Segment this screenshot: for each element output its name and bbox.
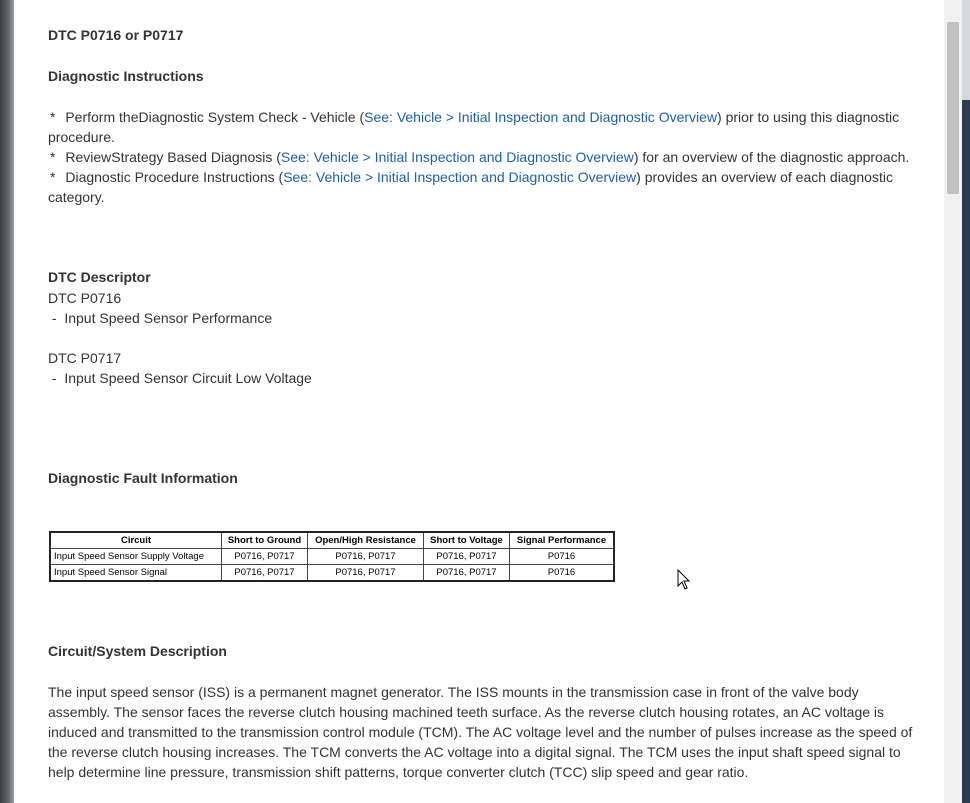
table-cell: P0716 <box>510 565 615 582</box>
background-window-edge <box>962 0 970 803</box>
instruction-item-1-continuation: procedure. <box>48 129 115 145</box>
table-cell: P0716, P0717 <box>308 549 424 565</box>
table-cell: P0716, P0717 <box>222 565 308 582</box>
fault-info-table <box>49 531 615 582</box>
paragraph-line: help determine line pressure, transmission shift patterns, torque converter clutch (TCC) slip speed and gear ratio. <box>48 764 749 780</box>
dtc-description: - Input Speed Sensor Performance <box>48 310 273 326</box>
table-cell: P0716, P0717 <box>424 549 510 565</box>
column-header: Short to Ground <box>222 532 308 549</box>
column-header: Short to Voltage <box>424 532 510 549</box>
bullet: * <box>50 169 56 185</box>
bullet: * <box>50 149 56 165</box>
diagnostic-overview-link-1[interactable]: See: Vehicle > Initial Inspection and Diagnostic Overview <box>364 109 718 125</box>
dtc-code: DTC P0717 <box>48 350 122 366</box>
table-cell: P0716, P0717 <box>424 565 510 582</box>
table-cell: Input Speed Sensor Signal <box>50 565 222 582</box>
vertical-scrollbar[interactable] <box>944 0 962 803</box>
diagnostic-overview-link-2[interactable]: See: Vehicle > Initial Inspection and Diagnostic Overview <box>280 149 634 165</box>
instruction-text-tail: ) for an overview of the diagnostic approach. <box>633 149 910 165</box>
instruction-item-3-continuation: category. <box>48 189 105 205</box>
instruction-text-tail: ) provides an overview of each diagnostic <box>636 169 893 185</box>
instruction-item-2 <box>48 147 909 167</box>
column-header: Circuit <box>50 532 222 549</box>
dtc-description: - Input Speed Sensor Circuit Low Voltage <box>48 370 312 386</box>
instruction-item-1 <box>48 107 899 127</box>
fault-info-heading: Diagnostic Fault Information <box>48 470 238 486</box>
paragraph-line: induced and transmitted to the transmission control module (TCM). The AC voltage level and the number of pulses increase as the speed of <box>48 724 913 740</box>
paragraph-line: assembly. The sensor faces the reverse clutch housing machined teeth surface. As the reverse clutch housing rotates, an AC voltage is <box>48 704 885 720</box>
table-row <box>50 565 614 582</box>
table-cell: P0716, P0717 <box>308 565 424 582</box>
instruction-item-3 <box>48 167 893 187</box>
left-window-edge <box>0 0 14 803</box>
table-cell: Input Speed Sensor Supply Voltage <box>50 549 222 565</box>
bullet: * <box>50 109 56 125</box>
table-header-row <box>50 532 614 549</box>
paragraph-line: the reverse clutch housing increases. The TCM converts the AC voltage into a digital signal. The TCM uses the input shaft speed signal to <box>48 744 901 760</box>
instruction-text-tail: ) prior to using this diagnostic <box>717 109 900 125</box>
table-row <box>50 549 614 565</box>
document-page <box>14 0 944 803</box>
column-header: Open/High Resistance <box>308 532 424 549</box>
instruction-text: Perform theDiagnostic System Check - Vehicle ( <box>65 109 365 125</box>
paragraph-line: The input speed sensor (ISS) is a permanent magnet generator. The ISS mounts in the transmission case in front of the valve body <box>48 684 859 700</box>
circuit-description-heading: Circuit/System Description <box>48 643 227 659</box>
mouse-pointer-icon <box>677 569 691 591</box>
table-cell: P0716 <box>510 549 615 565</box>
table-cell: P0716, P0717 <box>222 549 308 565</box>
page-title: DTC P0716 or P0717 <box>48 27 184 43</box>
instruction-text: Diagnostic Procedure Instructions ( <box>65 169 284 185</box>
dtc-code: DTC P0716 <box>48 290 122 306</box>
diagnostic-overview-link-3[interactable]: See: Vehicle > Initial Inspection and Diagnostic Overview <box>283 169 637 185</box>
column-header: Signal Performance <box>510 532 615 549</box>
dtc-descriptor-heading: DTC Descriptor <box>48 269 151 285</box>
diagnostic-instructions-heading: Diagnostic Instructions <box>48 68 204 84</box>
background-window-panel <box>962 100 970 803</box>
instruction-text: ReviewStrategy Based Diagnosis ( <box>65 149 281 165</box>
scrollbar-thumb[interactable] <box>947 22 959 194</box>
